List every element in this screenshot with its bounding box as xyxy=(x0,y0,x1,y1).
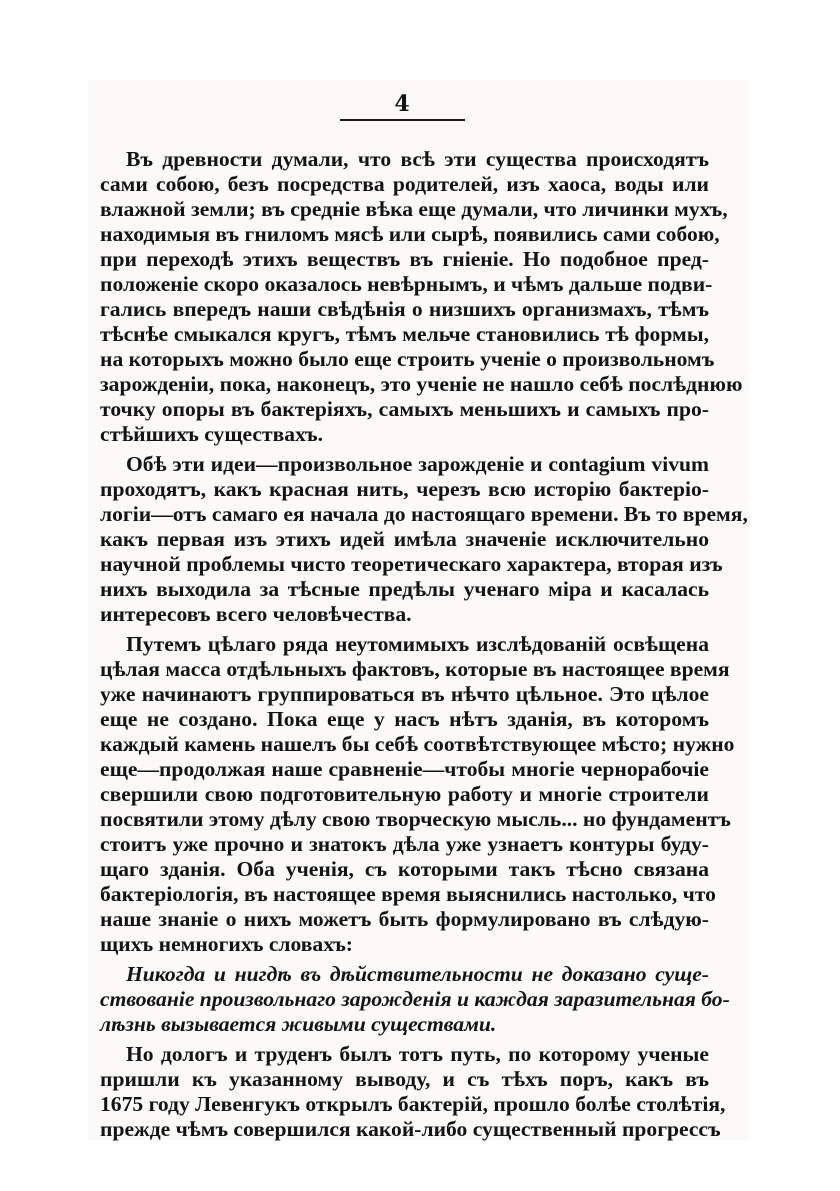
text-line: щаго зданія. Оба ученія, съ которыми такъ тѣсно связана xyxy=(100,857,709,881)
text-line: положеніе скоро оказалось невѣрнымъ, и чѣмъ дальше подви- xyxy=(100,272,713,296)
text-line: интересовъ всего человѣчества. xyxy=(100,602,412,626)
text-line: щихъ немногихъ словахъ: xyxy=(100,932,353,956)
italic-text-line: ствованіе произвольнаго зарожденія и каждая заразительная бо- xyxy=(100,987,730,1011)
text-line: посвятили этому дѣлу свою творческую мысль... но фундаментъ xyxy=(100,807,731,831)
text-line: логіи—отъ самаго ея начала до настоящаго времени. Въ то время, xyxy=(100,502,748,526)
page-number: 4 xyxy=(394,91,410,117)
text-line: еще—продолжая наше сравненіе—чтобы многіе чернорабочіе xyxy=(100,757,709,781)
italic-text-line: лѣзнь вызывается живыми существами. xyxy=(100,1012,497,1036)
text-line: научной проблемы чисто теоретическаго характера, вторая изъ xyxy=(100,552,723,576)
text-line: сами собою, безъ посредства родителей, изъ хаоса, воды или xyxy=(100,172,709,196)
text-line: Въ древности думали, что всѣ эти существа происходятъ xyxy=(126,147,709,171)
header-rule xyxy=(340,119,465,121)
text-line: какъ первая изъ этихъ идей имѣла значеніе исключительно xyxy=(100,527,709,551)
text-line: бактеріологія, въ настоящее время выяснились настолько, что xyxy=(100,882,716,906)
text-line: Путемъ цѣлаго ряда неутомимыхъ изслѣдованій освѣщена xyxy=(126,632,709,656)
text-line: Обѣ эти идеи—произвольное зарожденіе и contagium vivum xyxy=(126,452,709,476)
text-line: цѣлая масса отдѣльныхъ фактовъ, которые въ настоящее время xyxy=(100,657,730,681)
text-line: свершили свою подготовительную работу и многіе строители xyxy=(100,782,709,806)
text-line: стоитъ уже прочно и знатокъ дѣла уже узнаетъ контуры буду- xyxy=(100,832,709,856)
text-line: каждый камень нашелъ бы себѣ соотвѣтствующее мѣсто; нужно xyxy=(100,732,735,756)
text-line: зарожденіи, пока, наконецъ, это ученіе не нашло себѣ послѣднюю xyxy=(100,372,743,396)
text-line: при переходѣ этихъ веществъ въ гніеніе. Но подобное пред- xyxy=(100,247,709,271)
text-line: точку опоры въ бактеріяхъ, самыхъ меньшихъ и самыхъ про- xyxy=(100,397,709,421)
text-line: пришли къ указанному выводу, и съ тѣхъ поръ, какъ въ xyxy=(100,1067,709,1091)
text-line: нихъ выходила за тѣсные предѣлы ученаго міра и касалась xyxy=(100,577,709,601)
italic-text-line: Никогда и нигдѣ въ дѣйствительности не доказано суще- xyxy=(126,962,709,986)
text-line: уже начинаютъ группироваться въ нѣчто цѣльное. Это цѣлое xyxy=(100,682,709,706)
text-line: проходятъ, какъ красная нить, черезъ всю исторію бактеріо- xyxy=(100,477,709,501)
text-line: тѣснѣе смыкался кругъ, тѣмъ мельче становились тѣ формы, xyxy=(100,322,709,346)
text-line: влажной земли; въ средніе вѣка еще думали, что личинки мухъ, xyxy=(100,197,728,221)
text-line: еще не создано. Пока еще у насъ нѣтъ зданія, въ которомъ xyxy=(100,707,709,731)
text-line: на которыхъ можно было еще строить ученіе о произвольномъ xyxy=(100,347,715,371)
text-line: стѣйшихъ существахъ. xyxy=(100,422,324,446)
text-line: прежде чѣмъ совершился какой-либо существенный прогрессъ xyxy=(100,1117,721,1141)
text-line: наше знаніе о нихъ можетъ быть формулировано въ слѣдую- xyxy=(100,907,709,931)
text-line: 1675 году Левенгукъ открылъ бактерій, прошло болѣе столѣтія, xyxy=(100,1092,726,1116)
text-line: Но дологъ и труденъ былъ тотъ путь, по которому ученые xyxy=(126,1042,709,1066)
text-line: находимыя въ гниломъ мясѣ или сырѣ, появились сами собою, xyxy=(100,222,720,246)
text-line: гались впередъ наши свѣдѣнія о низшихъ организмахъ, тѣмъ xyxy=(100,297,709,321)
